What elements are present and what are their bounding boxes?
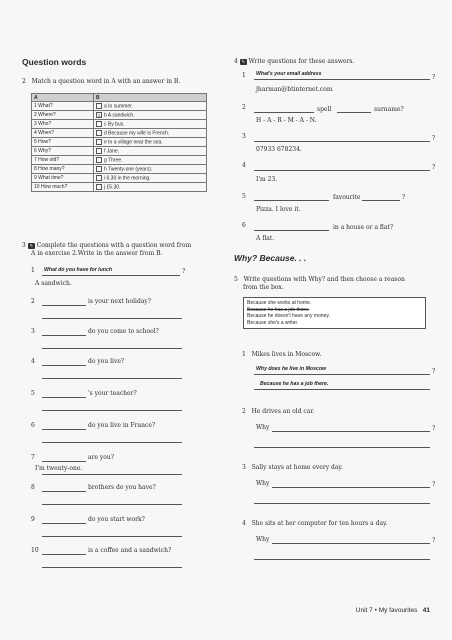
handwritten-answer: What's your email address xyxy=(256,71,322,77)
section-heading-why-because: Why? Because. . . xyxy=(234,253,307,263)
question-text: is a coffee and a sandwich? xyxy=(88,547,172,554)
answer-line[interactable] xyxy=(42,348,182,349)
answer-text: g Three. xyxy=(104,157,123,164)
answer-box[interactable] xyxy=(96,184,102,190)
answer-line xyxy=(254,170,430,171)
answer-text: h Twenty-one (years). xyxy=(104,166,153,173)
exercise-3-item-number: 3 xyxy=(31,328,35,335)
exercise-5-item-4: 4 She sits at her computer for ten hours a day. xyxy=(242,520,388,527)
handwritten-answer: Because he has a job there. xyxy=(260,381,329,387)
answer-line xyxy=(337,112,371,113)
answer-line[interactable] xyxy=(42,378,182,379)
answer-text: a In summer. xyxy=(104,103,133,110)
exercise-3-item-number: 7 xyxy=(31,454,35,461)
unit-label: Unit 7 xyxy=(355,607,373,614)
answer-line xyxy=(254,79,430,80)
answer-reply: Pizza. I love it. xyxy=(256,206,301,213)
question-word-cell: 7 How old? xyxy=(32,156,94,165)
exercise-2-instruction xyxy=(22,78,180,86)
exercise-4-instruction: 4 ✎ Write questions for these answers. xyxy=(234,58,355,65)
answer-box[interactable] xyxy=(96,166,102,172)
question-word-cell: 10 How much? xyxy=(32,183,94,192)
answer-line xyxy=(254,200,329,201)
answer-reply: 07933 678234. xyxy=(256,146,302,153)
answer-reply: H - A - R - M - A - N. xyxy=(256,117,317,124)
question-text: 's your teacher? xyxy=(88,390,137,397)
exercise-5-item-2: 2 He drives an old car. xyxy=(242,408,315,415)
answer-line xyxy=(254,141,430,142)
table-row xyxy=(32,165,207,174)
answer-text: j £5.30. xyxy=(104,184,121,191)
answer-box[interactable] xyxy=(96,157,102,163)
handwritten-answer: Why does he live in Moscow xyxy=(256,366,327,372)
handwritten-answer: What do you have for lunch xyxy=(44,267,113,273)
table-row xyxy=(32,156,207,165)
answer-line xyxy=(254,374,430,375)
exercise-3-item-number: 5 xyxy=(31,390,35,397)
answer-line xyxy=(272,543,430,544)
answer-reply: I'm twenty-one. xyxy=(35,465,83,472)
reason-item: Because she works at home. xyxy=(247,300,312,306)
answer-cell xyxy=(94,183,207,192)
page-footer: Unit 7 • My favourites 41 xyxy=(355,607,430,614)
answer-line xyxy=(254,230,329,231)
answer-line[interactable] xyxy=(42,442,182,443)
answer-cell xyxy=(94,174,207,183)
answer-cell xyxy=(94,120,207,129)
answer-line xyxy=(254,112,314,113)
answer-box[interactable] xyxy=(96,148,102,154)
answer-text: c By bus. xyxy=(104,121,125,128)
question-word-cell: 6 Why? xyxy=(32,147,94,156)
answer-reply: jharman@btinternet.com xyxy=(256,86,333,93)
exercise-3-item-number: 4 xyxy=(31,358,35,365)
table-row xyxy=(32,129,207,138)
answer-box[interactable] xyxy=(96,130,102,136)
answer-cell xyxy=(94,111,207,120)
column-a-header: A xyxy=(32,94,94,102)
exercise-3-item-1: 1 xyxy=(31,267,35,274)
answer-line xyxy=(272,431,430,432)
table-row xyxy=(32,111,207,120)
answer-reply: A flat. xyxy=(256,235,275,242)
table-row xyxy=(32,138,207,147)
exercise-number: 2 xyxy=(22,78,26,85)
question-word-cell: 2 Where? xyxy=(32,111,94,120)
question-word-cell: 3 Who? xyxy=(32,120,94,129)
answer-line xyxy=(254,503,430,504)
question-text: do you live? xyxy=(88,358,125,365)
answer-line[interactable] xyxy=(42,491,86,492)
exercise-3-item-number: 9 xyxy=(31,516,35,523)
question-word-cell: 1 What? xyxy=(32,102,94,111)
question-word-cell: 8 How many? xyxy=(32,165,94,174)
answer-cell xyxy=(94,147,207,156)
answer-box[interactable]: 1 xyxy=(97,112,101,118)
exercise-3-item-number: 8 xyxy=(31,484,35,491)
reason-item: Because he doesn't have any money. xyxy=(247,313,330,319)
table-row xyxy=(32,102,207,111)
answer-line[interactable] xyxy=(42,318,182,319)
answer-box[interactable] xyxy=(96,139,102,145)
answer-text: d Because my wife is French. xyxy=(104,130,170,137)
answer-cell xyxy=(94,129,207,138)
reason-item: Because she's a writer. xyxy=(247,319,299,326)
pen-icon: ✎ xyxy=(241,58,245,64)
answer-line[interactable] xyxy=(42,397,86,398)
answer-line[interactable] xyxy=(42,410,182,411)
exercise-5-instruction: 5 Write questions with Why? and then choose a reason from the box. xyxy=(234,276,405,291)
matching-table xyxy=(31,93,207,192)
answer-line[interactable] xyxy=(42,554,86,555)
answer-line[interactable] xyxy=(42,567,182,568)
answer-box[interactable] xyxy=(96,103,102,109)
instruction-text: Match a question word in A with an answer in B. xyxy=(31,78,181,85)
answer-line xyxy=(362,200,400,201)
answer-line[interactable] xyxy=(42,305,86,306)
unit-title: My favourites xyxy=(378,607,418,614)
table-row xyxy=(32,183,207,192)
table-row xyxy=(32,147,207,156)
question-text: brothers do you have? xyxy=(88,484,156,491)
answer-box[interactable] xyxy=(96,175,102,181)
answer-line[interactable] xyxy=(42,504,182,505)
answer-cell xyxy=(94,102,207,111)
exercise-number: 3 xyxy=(22,242,26,249)
answer-line[interactable] xyxy=(42,429,86,430)
answer-line xyxy=(254,389,430,390)
answer-text: e In a village near the sea. xyxy=(104,139,163,146)
answer-cell xyxy=(94,165,207,174)
question-text: is your next holiday? xyxy=(88,298,152,305)
answer-box[interactable] xyxy=(96,121,102,127)
section-heading-question-words: Question words xyxy=(22,57,87,67)
answer-line xyxy=(254,559,430,560)
question-word-cell: 4 When? xyxy=(32,129,94,138)
answer-text: b A sandwich. xyxy=(104,112,135,119)
question-text: are you? xyxy=(88,454,114,461)
exercise-3-item-number: 6 xyxy=(31,422,35,429)
exercise-5-item-1: 1 Mikes lives in Moscow. xyxy=(242,351,322,358)
exercise-3-item-number: 10 xyxy=(31,547,39,554)
exercise-3-instruction: 3 ✎ Complete the questions with a question word from A in exercise 2.Write in the answer from B. xyxy=(22,242,192,257)
table-row xyxy=(32,120,207,129)
answer-line[interactable] xyxy=(42,536,182,537)
answer-line[interactable] xyxy=(42,523,86,524)
question-word-cell: 9 What time? xyxy=(32,174,94,183)
answer-cell xyxy=(94,156,207,165)
exercise-3-item-number: 2 xyxy=(31,298,35,305)
pen-icon: ✎ xyxy=(29,242,33,248)
question-text: do you live in France? xyxy=(88,422,156,429)
answer-line[interactable] xyxy=(42,474,182,475)
answer-line xyxy=(254,447,430,448)
answer-text: i 6.30 in the morning. xyxy=(104,175,151,182)
answer-line xyxy=(42,275,180,276)
table-row xyxy=(32,174,207,183)
exercise-number: 5 xyxy=(234,276,238,283)
question-word-cell: 5 How? xyxy=(32,138,94,147)
answer-line[interactable] xyxy=(42,461,86,462)
page-number: 41 xyxy=(422,607,430,614)
column-b-header: B xyxy=(94,94,207,102)
answer-reply: I'm 23. xyxy=(256,176,278,183)
answer-line[interactable] xyxy=(42,365,86,366)
reason-item: Because he has a job there. xyxy=(247,306,310,313)
reasons-box xyxy=(243,297,426,329)
answer-reply: A sandwich. xyxy=(35,280,72,287)
answer-cell xyxy=(94,138,207,147)
question-text: do you come to school? xyxy=(88,328,159,335)
answer-line xyxy=(272,487,430,488)
question-text: do you start work? xyxy=(88,516,145,523)
answer-line[interactable] xyxy=(42,335,86,336)
exercise-number: 4 xyxy=(234,58,238,65)
exercise-5-item-3: 3 Sally stays at home every day. xyxy=(242,464,343,471)
answer-text: f Jane. xyxy=(104,148,120,155)
